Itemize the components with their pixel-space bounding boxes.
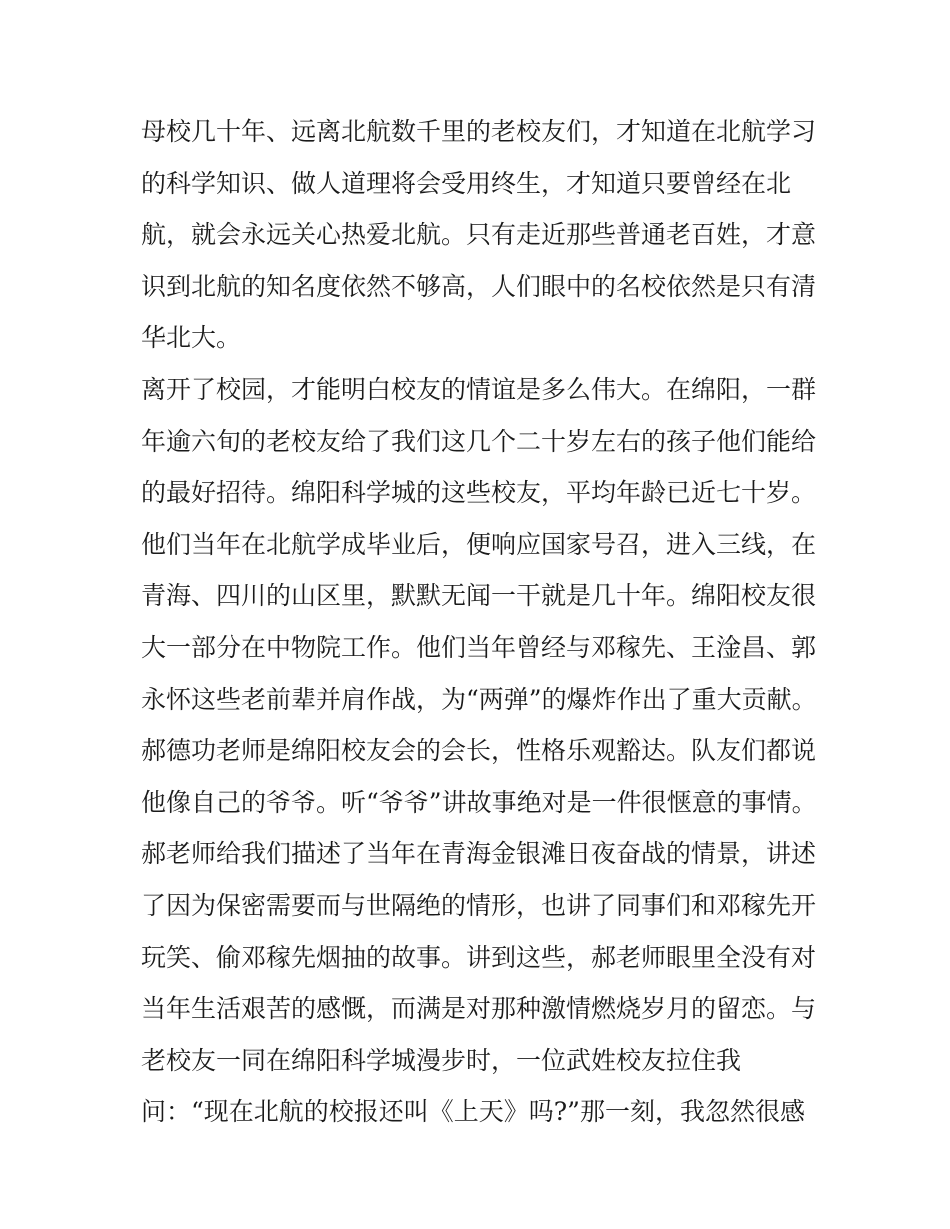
text-line: 识到北航的知名度依然不够高，人们眼中的名校依然是只有清 — [141, 271, 817, 301]
text-line: 离开了校园，才能明白校友的情谊是多么伟大。在绵阳，一群 — [141, 374, 817, 404]
text-line: 他像自己的爷爷。听“爷爷”讲故事绝对是一件很惬意的事情。 — [141, 787, 817, 817]
text-line: 他们当年在北航学成毕业后，便响应国家号召，进入三线，在 — [141, 529, 817, 559]
text-line: 年逾六旬的老校友给了我们这几个二十岁左右的孩子他们能给 — [141, 426, 817, 456]
text-line: 航，就会永远关心热爱北航。只有走近那些普通老百姓，才意 — [141, 220, 817, 250]
text-line: 郝德功老师是绵阳校友会的会长，性格乐观豁达。队友们都说 — [141, 736, 817, 766]
text-line: 永怀这些老前辈并肩作战，为“两弹”的爆炸作出了重大贡献。 — [141, 684, 817, 714]
text-line: 郝老师给我们描述了当年在青海金银滩日夜奋战的情景，讲述 — [141, 839, 817, 869]
text-line: 母校几十年、远离北航数千里的老校友们，才知道在北航学习 — [141, 117, 817, 146]
text-line: 老校友一同在绵阳科学城漫步时，一位武姓校友拉住我 — [141, 1045, 742, 1075]
text-line: 问：“现在北航的校报还叫《上天》吗?”那一刻，我忽然很感 — [141, 1097, 805, 1127]
body-text — [141, 106, 821, 1138]
text-line: 了因为保密需要而与世隔绝的情形，也讲了同事们和邓稼先开 — [141, 890, 817, 920]
text-line: 的最好招待。绵阳科学城的这些校友，平均年龄已近七十岁。 — [141, 478, 817, 508]
text-line: 的科学知识、做人道理将会受用终生，才知道只要曾经在北 — [141, 168, 792, 198]
text-line: 当年生活艰苦的感慨，而满是对那种激情燃烧岁月的留恋。与 — [141, 994, 817, 1024]
text-line: 青海、四川的山区里，默默无闻一干就是几十年。绵阳校友很 — [141, 581, 817, 611]
text-line: 华北大。 — [141, 323, 242, 353]
text-line: 大一部分在中物院工作。他们当年曾经与邓稼先、王淦昌、郭 — [141, 632, 817, 662]
text-line: 玩笑、偷邓稼先烟抽的故事。讲到这些，郝老师眼里全没有对 — [141, 942, 817, 972]
